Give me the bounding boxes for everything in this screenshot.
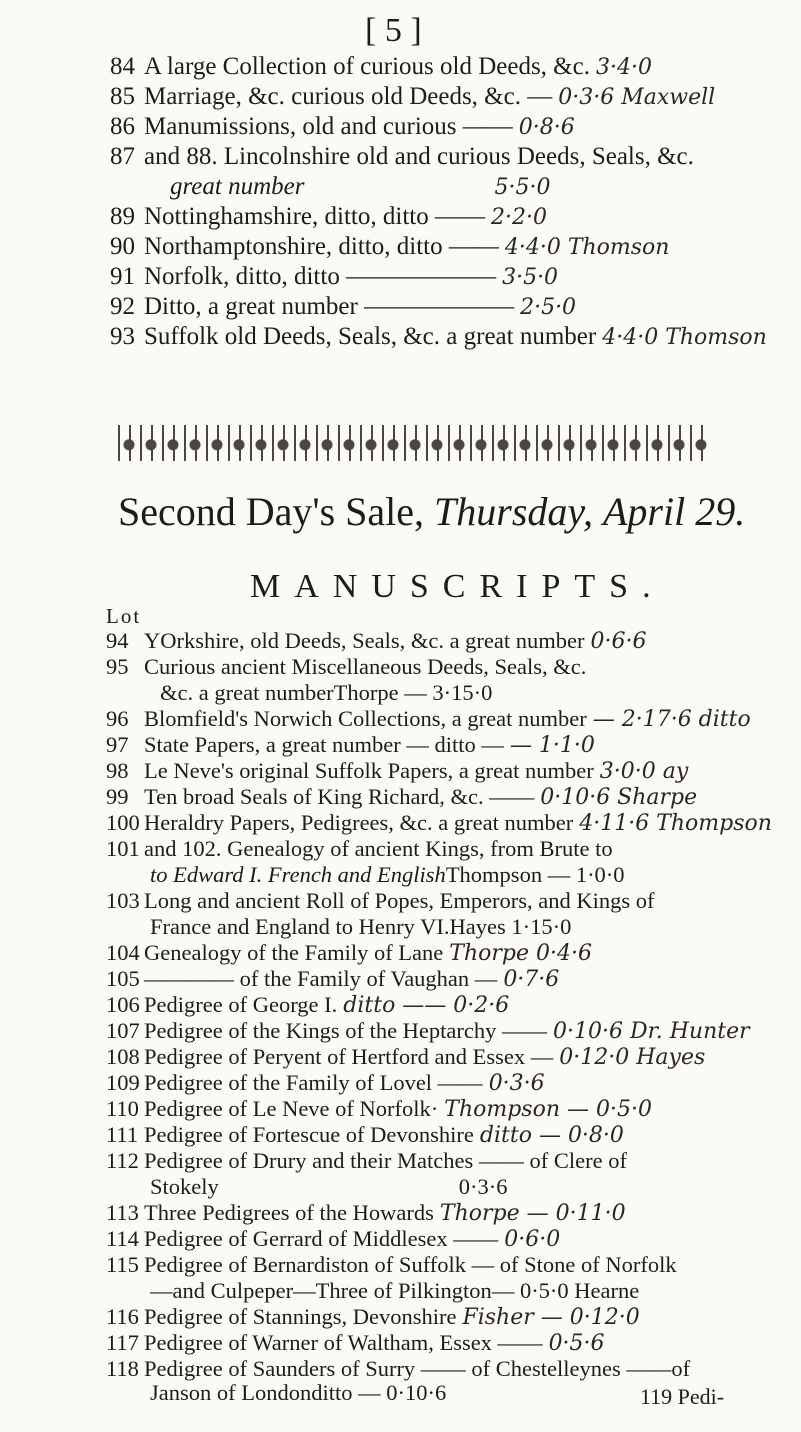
handwritten-price: 2·5·0 [520,295,577,320]
lot-entry: 84 A large Collection of curious old Deeds, &c. 3·4·0 [110,53,652,80]
ornamental-border [118,425,708,461]
handwritten-price: ditto — 0·8·0 [479,1123,624,1148]
lot-entry: 111 Pedigree of Fortescue of Devonshire ditto — 0·8·0 [106,1122,624,1148]
handwritten-price: 5·5·0 [494,175,551,200]
lot-entry: 113 Three Pedigrees of the Howards Thorpe — 0·11·0 [106,1200,626,1226]
lot-entry: 97 State Papers, a great number — ditto — — 1·1·0 [106,732,595,758]
lot-entry: 86 Manumissions, old and curious —— 0·8·6 [110,113,575,140]
handwritten-price: 0·3·6 [458,1174,508,1199]
lot-entry: 105 ———— of the Family of Vaughan — 0·7·6 [106,966,560,992]
handwritten-price: 4·11·6 Thompson [579,811,772,836]
handwritten-price: — 1·1·0 [509,733,595,758]
lot-entry: 109 Pedigree of the Family of Lovel —— 0·3·6 [106,1070,545,1096]
lot-entry: 89 Nottinghamshire, ditto, ditto —— 2·2·0 [110,203,547,230]
sale-heading: Second Day's Sale, Thursday, April 29. [118,489,746,534]
lot-entry: 104 Genealogy of the Family of Lane Thorpe 0·4·6 [106,940,592,966]
handwritten-price: ditto —— 0·2·6 [343,993,510,1018]
handwritten-price: 4·4·0 Thomson [602,325,767,350]
lot-entry: 85 Marriage, &c. curious old Deeds, &c. — 0·3·6 Maxwell [110,83,716,110]
lot-entry: 87 and 88. Lincolnshire old and curious Deeds, Seals, &c. [110,143,694,170]
handwritten-price: Thorpe 0·4·6 [449,941,592,966]
lot-entry-continued: —and Culpeper—Three of Pilkington— 0·5·0 Hearne [150,1278,640,1303]
handwritten-price: 4·4·0 Thomson [504,235,670,260]
handwritten-price: Hayes 1·15·0 [449,914,572,939]
handwritten-price: 0·10·6 Sharpe [540,785,698,810]
lot-entry: 99 Ten broad Seals of King Richard, &c. —— 0·10·6 Sharpe [106,784,698,810]
page-number: [ 5 ] [365,12,422,49]
lot-entry: 93 Suffolk old Deeds, Seals, &c. a great number 4·4·0 Thomson [110,323,767,350]
lot-entry: 114 Pedigree of Gerrard of Middlesex —— 0·6·0 [106,1226,561,1252]
handwritten-price: 0·7·6 [503,967,560,992]
handwritten-price: Thorpe — 0·11·0 [439,1201,626,1226]
lot-entry: 103 Long and ancient Roll of Popes, Emperors, and Kings of [106,888,655,913]
lot-entry-continued: France and England to Henry VI.Hayes 1·15·0 [150,914,572,939]
lot-column-label: Lot [106,604,142,628]
handwritten-price: 0·12·0 Hayes [559,1045,706,1070]
lot-entry: 91 Norfolk, ditto, ditto —————— 3·5·0 [110,263,559,290]
lot-entry: 92 Ditto, a great number —————— 2·5·0 [110,293,577,320]
lot-entry: 117 Pedigree of Warner of Waltham, Essex —— 0·5·6 [106,1330,605,1356]
lot-entry: 98 Le Neve's original Suffolk Papers, a great number 3·0·0 ay [106,758,689,784]
lot-entry: 118 Pedigree of Saunders of Surry —— of Chestelleynes ——of [106,1356,691,1381]
handwritten-price: Thompson — 1·0·0 [445,862,625,887]
lot-entry: 100 Heraldry Papers, Pedigrees, &c. a great number 4·11·6 Thompson [106,810,772,836]
lot-entry: 101 and 102. Genealogy of ancient Kings, from Brute to [106,836,613,861]
lot-entry: 108 Pedigree of Peryent of Hertford and Essex — 0·12·0 Hayes [106,1044,706,1070]
handwritten-price: 0·3·6 Maxwell [558,85,716,110]
handwritten-price: 0·6·6 [590,629,647,654]
handwritten-price: Thorpe — 3·15·0 [333,680,493,705]
lot-entry: 96 Blomfield's Norwich Collections, a great number — 2·17·6 ditto [106,706,751,732]
section-title: MANUSCRIPTS. [250,568,665,605]
handwritten-price: 3·4·0 [595,55,652,80]
handwritten-price: 0·10·6 Dr. Hunter [553,1019,750,1044]
lot-entry: 112 Pedigree of Drury and their Matches —— of Clere of [106,1148,627,1173]
lot-entry: 106 Pedigree of George I. ditto —— 0·2·6 [106,992,510,1018]
lot-entry: 110 Pedigree of Le Neve of Norfolk· Thompson — 0·5·0 [106,1096,652,1122]
handwritten-price: 0·8·6 [518,115,575,140]
handwritten-price: — 2·17·6 ditto [592,707,751,732]
lot-entry-continued: &c. a great numberThorpe — 3·15·0 [160,680,493,705]
lot-entry: 115 Pedigree of Bernardiston of Suffolk — of Stone of Norfolk [106,1252,677,1277]
lot-entry: 94 YOrkshire, old Deeds, Seals, &c. a great number 0·6·6 [106,628,647,654]
handwritten-price: 0·5·6 [548,1331,605,1356]
lot-entry: 90 Northamptonshire, ditto, ditto —— 4·4·0 Thomson [110,233,670,260]
handwritten-price: ditto — 0·10·6 [311,1380,447,1405]
handwritten-price: — 0·5·0 Hearne [491,1278,640,1303]
handwritten-price: 3·5·0 [502,265,559,290]
lot-entry: 107 Pedigree of the Kings of the Heptarchy —— 0·10·6 Dr. Hunter [106,1018,750,1044]
handwritten-price: 0·3·6 [488,1071,545,1096]
handwritten-price: 0·6·0 [504,1227,561,1252]
handwritten-price: 2·2·0 [490,205,547,230]
catchword: 119 Pedi- [640,1384,725,1409]
lot-entry: great number 5·5·0 [170,173,551,200]
handwritten-price: Fisher — 0·12·0 [462,1305,640,1330]
lot-entry-continued: Stokely 0·3·6 [150,1174,508,1199]
lot-entry: 116 Pedigree of Stannings, Devonshire Fisher — 0·12·0 [106,1304,640,1330]
lot-entry-continued: to Edward I. French and EnglishThompson — 1·0·0 [150,862,625,887]
handwritten-price: Thompson — 0·5·0 [444,1097,652,1122]
lot-entry: 95 Curious ancient Miscellaneous Deeds, Seals, &c. [106,654,587,679]
lot-entry-continued: Janson of Londonditto — 0·10·6 [150,1380,447,1405]
handwritten-price: 3·0·0 ay [599,759,689,784]
